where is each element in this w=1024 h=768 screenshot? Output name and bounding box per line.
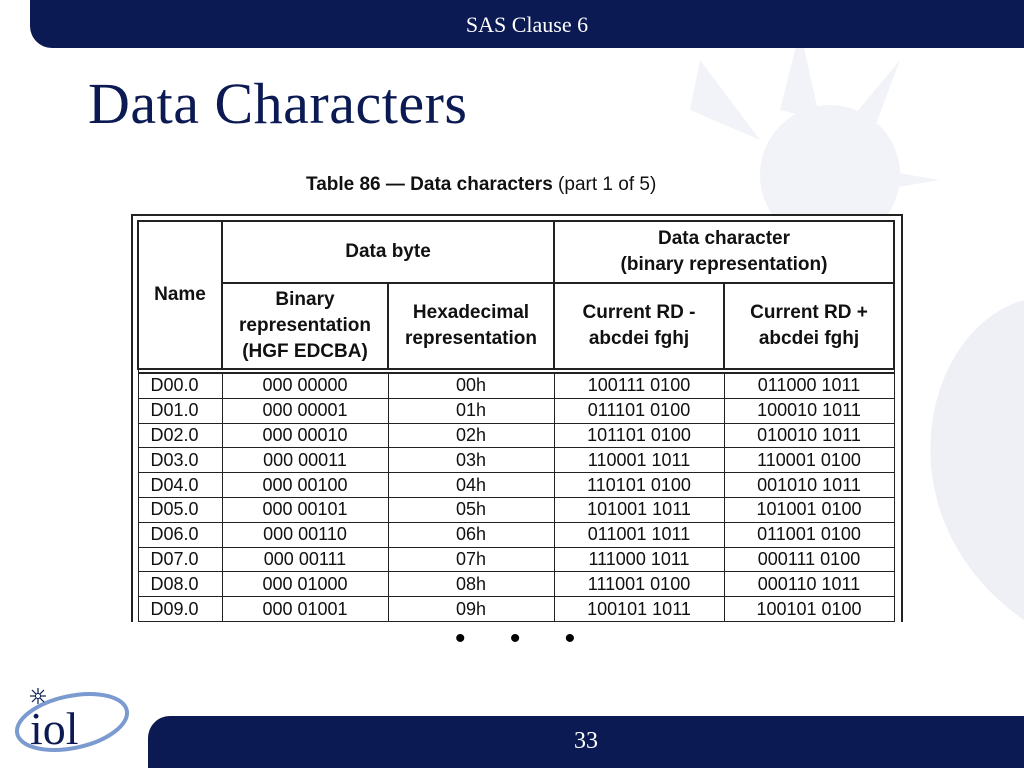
header-binary-line1: Binary — [275, 289, 335, 310]
header-data-character-line1: Data character — [657, 228, 791, 249]
iol-logo — [8, 682, 132, 762]
table-row — [138, 473, 894, 498]
cell-hex: 04h — [388, 473, 554, 498]
cell-name: D07.0 — [138, 547, 222, 572]
cell-hex: 05h — [388, 497, 554, 522]
cell-rd-plus: 100101 0100 — [724, 597, 894, 622]
cell-name: D00.0 — [138, 373, 222, 398]
header-title: SAS Clause 6 — [465, 12, 589, 37]
cell-rd-minus: 011101 0100 — [554, 398, 724, 423]
cell-rd-minus: 100111 0100 — [554, 373, 724, 398]
header-binary — [222, 283, 388, 369]
cell-hex: 00h — [388, 373, 554, 398]
cell-name: D02.0 — [138, 423, 222, 448]
cell-binary: 000 00000 — [222, 373, 388, 398]
header-rd-plus-line1: Current RD + — [750, 302, 868, 323]
header-hex-line2: representation — [405, 328, 537, 349]
cell-rd-plus: 011000 1011 — [724, 373, 894, 398]
header-data-byte: Data byte — [222, 221, 554, 283]
header-name: Name — [138, 221, 222, 369]
cell-binary: 000 00100 — [222, 473, 388, 498]
table-row — [138, 547, 894, 572]
table-caption-label: Table 86 — Data characters — [306, 174, 553, 195]
header-rd-minus — [554, 283, 724, 369]
cell-hex: 07h — [388, 547, 554, 572]
cell-rd-plus: 110001 0100 — [724, 448, 894, 473]
cell-binary: 000 00111 — [222, 547, 388, 572]
cell-rd-minus: 100101 1011 — [554, 597, 724, 622]
cell-binary: 000 00101 — [222, 497, 388, 522]
header-binary-line2: representation — [239, 315, 371, 336]
cell-rd-plus: 101001 0100 — [724, 497, 894, 522]
cell-hex: 08h — [388, 572, 554, 597]
cell-name: D04.0 — [138, 473, 222, 498]
cell-rd-minus: 111000 1011 — [554, 547, 724, 572]
slide-title: Data Characters — [88, 71, 468, 136]
cell-rd-plus: 001010 1011 — [724, 473, 894, 498]
data-characters-table-frame — [131, 214, 903, 622]
page-number: 33 — [574, 728, 598, 754]
cell-binary: 000 00001 — [222, 398, 388, 423]
cell-hex: 06h — [388, 522, 554, 547]
cell-binary: 000 00110 — [222, 522, 388, 547]
header-data-character-line2: (binary representation) — [620, 254, 828, 275]
cell-rd-minus: 101001 1011 — [554, 497, 724, 522]
cell-rd-minus: 110001 1011 — [554, 448, 724, 473]
cell-binary: 000 00011 — [222, 448, 388, 473]
header-rd-minus-line1: Current RD - — [582, 302, 696, 323]
table-row — [138, 572, 894, 597]
header-bar — [30, 0, 1024, 48]
cell-rd-plus: 000110 1011 — [724, 572, 894, 597]
table-caption-part: (part 1 of 5) — [552, 174, 657, 195]
header-rd-plus-line2: abcdei fghj — [758, 328, 860, 349]
header-rd-plus — [724, 283, 894, 369]
cell-hex: 03h — [388, 448, 554, 473]
cell-binary: 000 01000 — [222, 572, 388, 597]
data-characters-table — [137, 220, 895, 622]
cell-name: D01.0 — [138, 398, 222, 423]
table-row — [138, 448, 894, 473]
cell-rd-minus: 011001 1011 — [554, 522, 724, 547]
header-data-character — [554, 221, 894, 283]
table-row — [138, 398, 894, 423]
table-row — [138, 497, 894, 522]
continuation-ellipsis: • • • — [455, 622, 594, 655]
cell-rd-plus: 100010 1011 — [724, 398, 894, 423]
footer-bar — [148, 716, 1024, 768]
cell-name: D05.0 — [138, 497, 222, 522]
logo-text: iol — [30, 703, 79, 754]
table-caption — [306, 174, 656, 196]
table-row — [138, 522, 894, 547]
cell-rd-minus: 101101 0100 — [554, 423, 724, 448]
cell-rd-minus: 111001 0100 — [554, 572, 724, 597]
header-binary-line3: (HGF EDCBA) — [242, 341, 368, 362]
cell-name: D03.0 — [138, 448, 222, 473]
cell-binary: 000 00010 — [222, 423, 388, 448]
header-hex-line1: Hexadecimal — [412, 302, 530, 323]
table-row — [138, 373, 894, 398]
cell-rd-plus: 000111 0100 — [724, 547, 894, 572]
cell-hex: 01h — [388, 398, 554, 423]
cell-rd-plus: 010010 1011 — [724, 423, 894, 448]
cell-hex: 09h — [388, 597, 554, 622]
cell-name: D06.0 — [138, 522, 222, 547]
table-row — [138, 597, 894, 622]
cell-name: D09.0 — [138, 597, 222, 622]
cell-rd-plus: 011001 0100 — [724, 522, 894, 547]
header-rd-minus-line2: abcdei fghj — [588, 328, 690, 349]
table-body — [138, 369, 894, 621]
header-hex — [388, 283, 554, 369]
cell-hex: 02h — [388, 423, 554, 448]
cell-rd-minus: 110101 0100 — [554, 473, 724, 498]
table-row — [138, 423, 894, 448]
cell-name: D08.0 — [138, 572, 222, 597]
cell-binary: 000 01001 — [222, 597, 388, 622]
